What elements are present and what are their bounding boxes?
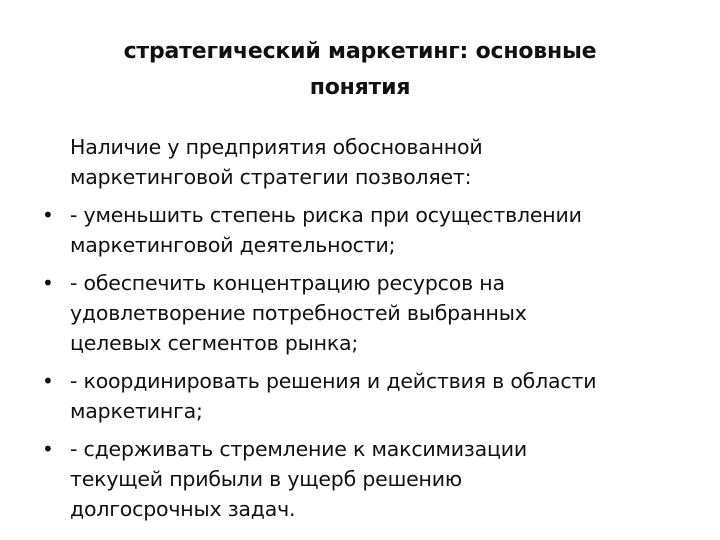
bullet-icon: • [42, 437, 54, 461]
bullet-icon: • [42, 203, 54, 227]
intro-line-1: Наличие у предприятия обоснованной [70, 135, 483, 159]
title-line-1: стратегический маркетинг: основные [123, 39, 597, 64]
list-item [0, 200, 720, 260]
list-item-line: маркетинговой деятельности; [70, 233, 396, 257]
title-line-2: понятия [309, 75, 411, 100]
intro-paragraph [0, 132, 720, 192]
list-item-line: - уменьшить степень риска при осуществлении [70, 203, 582, 227]
bullet-icon: • [42, 369, 54, 393]
list-item-line: целевых сегментов рынка; [70, 331, 359, 355]
slide-title [60, 34, 660, 106]
slide-body [0, 132, 720, 532]
list-item-line: - координировать решения и действия в области [70, 369, 597, 393]
list-item [0, 268, 720, 358]
list-item-line: - обеспечить концентрацию ресурсов на [70, 271, 505, 295]
list-item-line: маркетинга; [70, 399, 203, 423]
list-item-line: текущей прибыли в ущерб решению [70, 467, 462, 491]
intro-line-2: маркетинговой стратегии позволяет: [70, 165, 472, 189]
list-item-line: - сдерживать стремление к максимизации [70, 437, 527, 461]
list-item-line: долгосрочных задач. [70, 497, 296, 521]
list-item [0, 366, 720, 426]
bullet-icon: • [42, 271, 54, 295]
list-item [0, 434, 720, 524]
list-item-line: удовлетворение потребностей выбранных [70, 301, 527, 325]
